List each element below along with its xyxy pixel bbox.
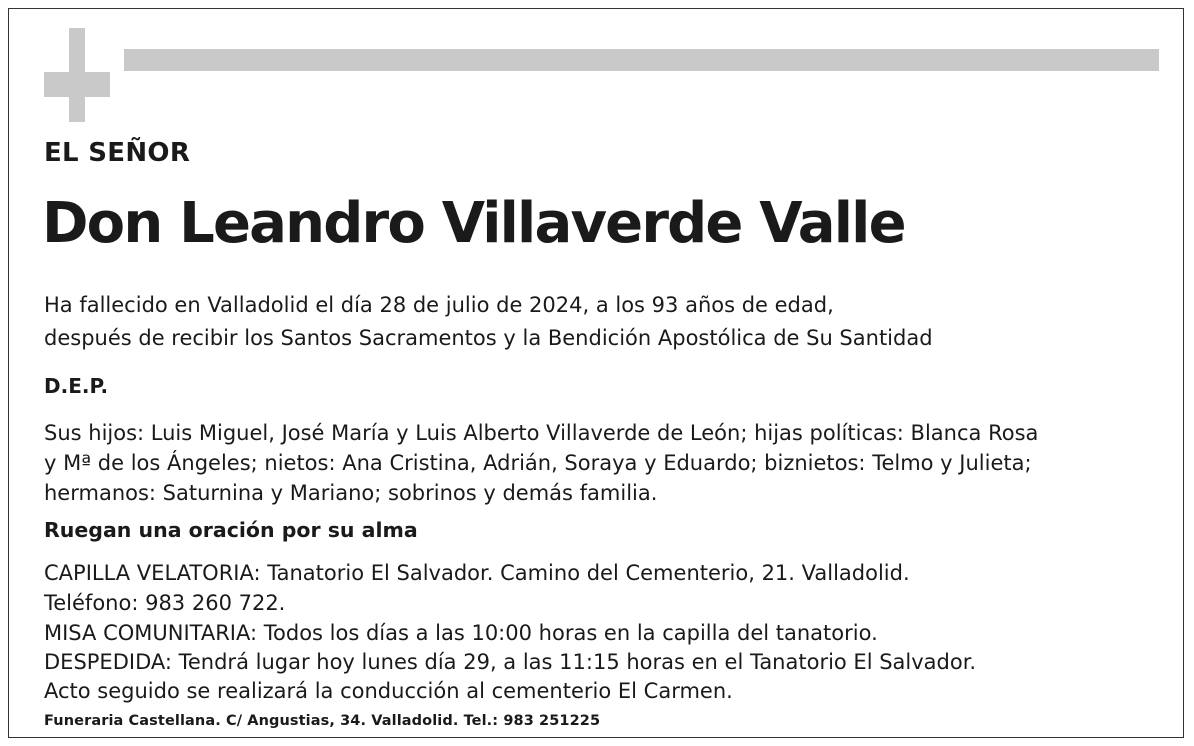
funeral-home-footer: Funeraria Castellana. C/ Angustias, 34. Valladolid. Tel.: 983 251225 (44, 713, 601, 729)
announcement-line-1: Ha fallecido en Valladolid el día 28 de julio de 2024, a los 93 años de edad, (44, 293, 834, 317)
family-line-3: hermanos: Saturnina y Mariano; sobrinos y demás familia. (44, 481, 658, 505)
cross-icon (44, 28, 110, 122)
announcement-line-2: después de recibir los Santos Sacramentos y la Bendición Apostólica de Su Santidad (44, 326, 933, 350)
deceased-name: Don Leandro Villaverde Valle (42, 191, 905, 256)
family-line-1: Sus hijos: Luis Miguel, José María y Luis Alberto Villaverde de León; hijas políticas: Blanca Rosa (44, 421, 1039, 445)
service-line-3: MISA COMUNITARIA: Todos los días a las 10:00 horas en la capilla del tanatorio. (44, 621, 878, 645)
header-decorative-bar (124, 49, 1159, 71)
service-line-2: Teléfono: 983 260 722. (44, 591, 286, 615)
service-line-4: DESPEDIDA: Tendrá lugar hoy lunes día 29, a las 11:15 horas en el Tanatorio El Salvador. (44, 650, 977, 674)
family-line-2: y Mª de los Ángeles; nietos: Ana Cristina, Adrián, Soraya y Eduardo; biznietos: Telmo y Julieta; (44, 451, 1032, 475)
dep-label: D.E.P. (44, 374, 109, 398)
service-line-5: Acto seguido se realizará la conducción al cementerio El Carmen. (44, 679, 733, 703)
title-prefix: EL SEÑOR (44, 138, 191, 168)
prayer-request: Ruegan una oración por su alma (44, 518, 418, 542)
service-line-1: CAPILLA VELATORIA: Tanatorio El Salvador. Camino del Cementerio, 21. Valladolid. (44, 561, 910, 585)
cross-horizontal-bar (44, 72, 110, 97)
